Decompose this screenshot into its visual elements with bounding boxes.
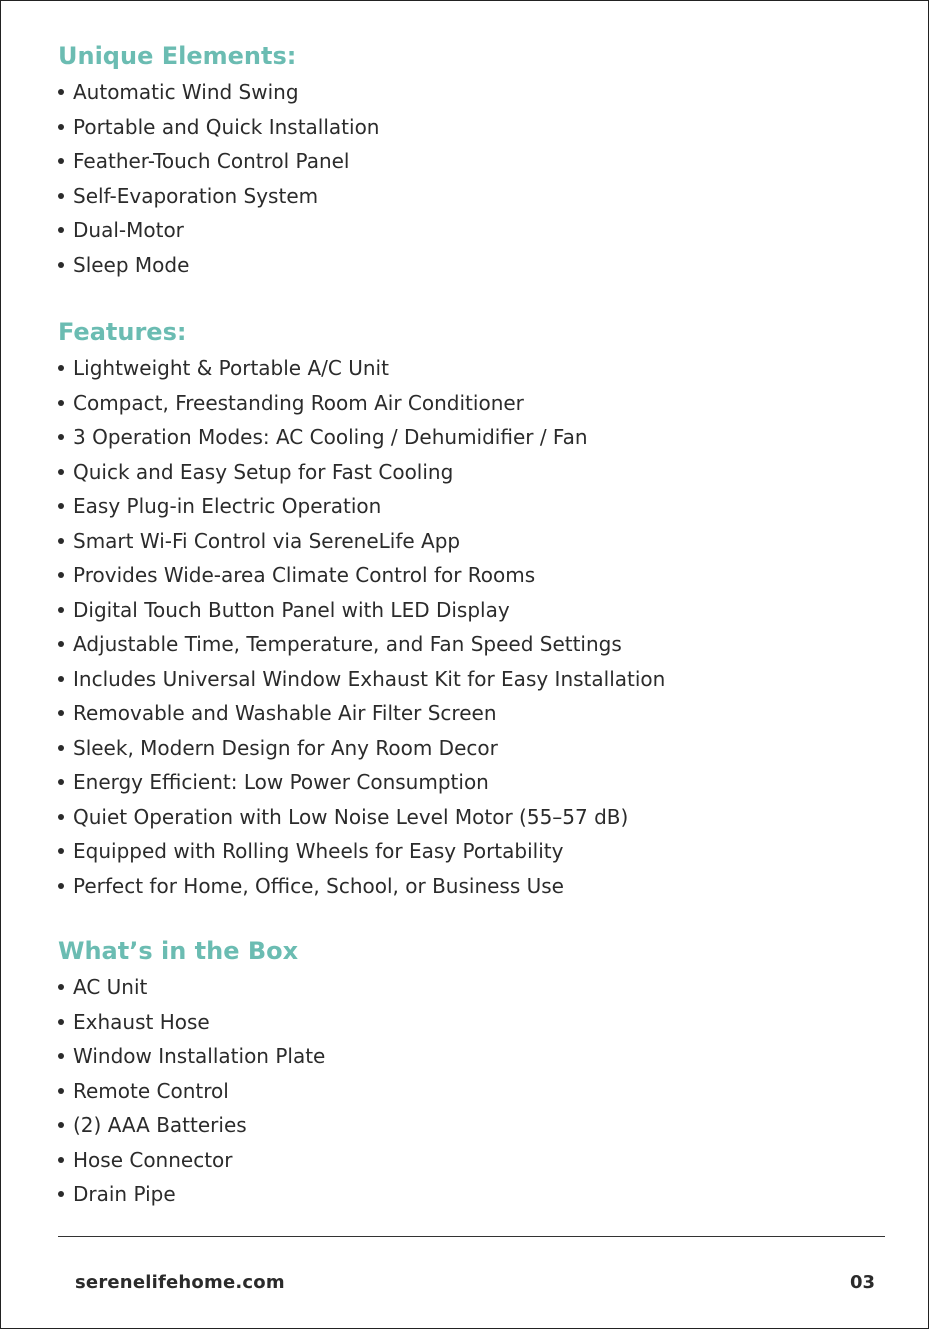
list-item [58,420,665,455]
bullet-icon [58,641,64,647]
unique-elements-list [58,75,379,282]
list-item [58,75,379,110]
list-item [58,593,665,628]
list-item-text: Feather-Touch Control Panel [73,149,350,173]
bullet-icon [58,538,64,544]
list-item-text: Remote Control [73,1078,229,1103]
bullet-icon [58,227,64,233]
bullet-icon [58,1191,64,1197]
list-item [58,765,665,800]
list-item [58,213,379,248]
whats-in-the-box-heading: What’s in the Box [58,937,299,965]
unique-elements-heading: Unique Elements: [58,42,297,70]
list-item-text: Provides Wide-area Climate Control for Rooms [73,563,536,587]
list-item-text: Energy Efficient: Low Power Consumption [73,770,489,794]
list-item [58,1143,325,1178]
list-item-text: Perfect for Home, Office, School, or Business Use [73,873,564,898]
bullet-icon [58,469,64,475]
list-item-text: Lightweight & Portable A/C Unit [73,356,389,380]
list-item-text: Sleep Mode [73,252,190,277]
list-item [58,351,665,386]
list-item [58,524,665,559]
bullet-icon [58,607,64,613]
list-item-text: Includes Universal Window Exhaust Kit for Easy Installation [73,666,666,691]
features-heading: Features: [58,318,187,346]
list-item [58,1177,325,1212]
bullet-icon [58,676,64,682]
list-item [58,800,665,835]
list-item-text: Adjustable Time, Temperature, and Fan Speed Settings [73,632,622,656]
unique-elements-section [58,40,379,282]
whats-in-the-box-section [58,935,325,1212]
features-list [58,351,665,903]
list-item [58,834,665,869]
features-section [58,316,665,903]
list-item [58,662,665,697]
list-item-text: Digital Touch Button Panel with LED Display [73,597,510,622]
list-item [58,248,379,283]
list-item-text: Equipped with Rolling Wheels for Easy Portability [73,839,564,863]
bullet-icon [58,158,64,164]
page-number: 03 [849,1272,875,1293]
list-item [58,110,379,145]
list-item [58,489,665,524]
bullet-icon [58,1122,64,1128]
list-item [58,1074,325,1109]
list-item-text: AC Unit [73,975,148,999]
list-item [58,144,379,179]
bullet-icon [58,984,64,990]
bullet-icon [58,193,64,199]
list-item-text: (2) AAA Batteries [73,1113,247,1137]
list-item-text: Dual-Motor [73,218,184,242]
bullet-icon [58,848,64,854]
bullet-icon [58,89,64,95]
list-item-text: Window Installation Plate [73,1044,326,1068]
bullet-icon [58,745,64,751]
footer-divider [58,1236,885,1237]
list-item [58,1039,325,1074]
list-item-text: Portable and Quick Installation [73,114,380,139]
bullet-icon [58,1019,64,1025]
bullet-icon [58,814,64,820]
list-item-text: Sleek, Modern Design for Any Room Decor [73,735,498,760]
footer-website-link[interactable]: serenelifehome.com [75,1272,285,1293]
list-item [58,1108,325,1143]
list-item [58,179,379,214]
bullet-icon [58,572,64,578]
bullet-icon [58,262,64,268]
list-item [58,558,665,593]
list-item [58,455,665,490]
list-item-text: Removable and Washable Air Filter Screen [73,701,497,725]
bullet-icon [58,1157,64,1163]
bullet-icon [58,710,64,716]
bullet-icon [58,434,64,440]
list-item-text: Self-Evaporation System [73,183,319,208]
list-item [58,696,665,731]
list-item [58,869,665,904]
bullet-icon [58,365,64,371]
list-item-text: Hose Connector [73,1147,233,1172]
bullet-icon [58,124,64,130]
list-item-text: Quick and Easy Setup for Fast Cooling [73,459,454,484]
list-item [58,1005,325,1040]
list-item-text: Automatic Wind Swing [73,80,299,104]
list-item [58,731,665,766]
list-item-text: Drain Pipe [73,1182,176,1206]
list-item [58,970,325,1005]
bullet-icon [58,400,64,406]
list-item-text: Smart Wi-Fi Control via SereneLife App [73,528,461,553]
list-item-text: Easy Plug-in Electric Operation [73,494,382,518]
bullet-icon [58,883,64,889]
list-item-text: Compact, Freestanding Room Air Conditioner [73,390,524,415]
bullet-icon [58,503,64,509]
bullet-icon [58,779,64,785]
list-item-text: Quiet Operation with Low Noise Level Motor (55–57 dB) [73,804,629,829]
bullet-icon [58,1053,64,1059]
bullet-icon [58,1088,64,1094]
list-item [58,386,665,421]
list-item-text: 3 Operation Modes: AC Cooling / Dehumidifier / Fan [73,425,588,449]
box-contents-list [58,970,325,1212]
list-item [58,627,665,662]
list-item-text: Exhaust Hose [73,1009,210,1034]
